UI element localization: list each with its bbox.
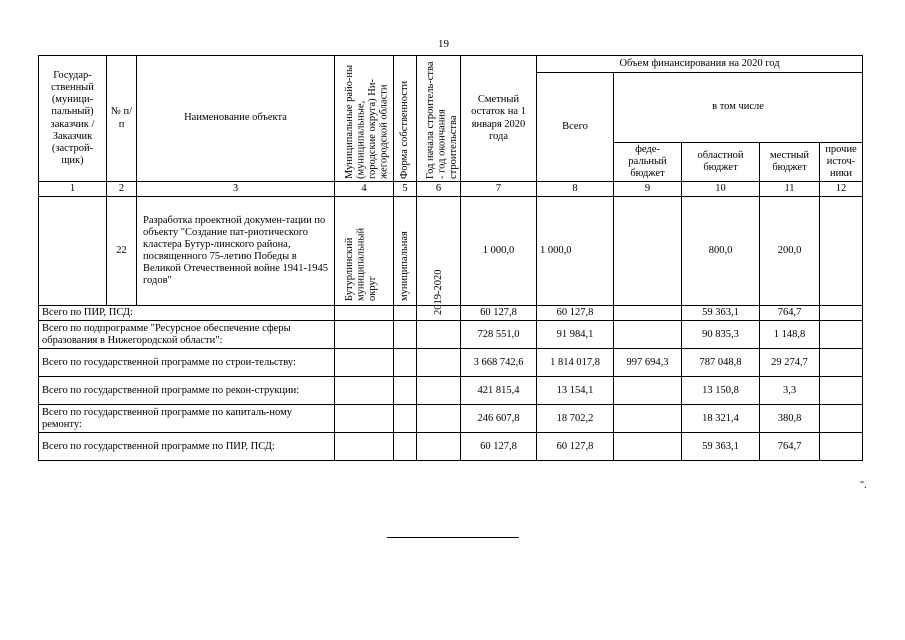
summary-regional: 59 363,1: [682, 306, 760, 321]
header-remainder: Сметный остаток на 1 января 2020 года: [461, 56, 537, 182]
header-years: [417, 56, 461, 182]
object-other: [820, 197, 863, 306]
summary-federal: [614, 405, 682, 433]
summary-local: 380,8: [760, 405, 820, 433]
header-object-name: Наименование объекта: [137, 56, 335, 182]
header-regional: областной бюджет: [682, 142, 760, 181]
summary-remainder: 60 127,8: [461, 306, 537, 321]
summary-regional: 787 048,8: [682, 349, 760, 377]
col-number: 1: [39, 182, 107, 197]
summary-regional: 18 321,4: [682, 405, 760, 433]
col-number: 3: [137, 182, 335, 197]
summary-row: [39, 377, 863, 405]
summary-label: Всего по ПИР, ПСД:: [39, 306, 335, 321]
col-number: 7: [461, 182, 537, 197]
col-number: 8: [537, 182, 614, 197]
object-federal: [614, 197, 682, 306]
summary-label: Всего по государственной программе по ПИР, ПСД:: [39, 433, 335, 461]
col-number: 4: [335, 182, 394, 197]
summary-total: 91 984,1: [537, 321, 614, 349]
col-number: 10: [682, 182, 760, 197]
col-number: 6: [417, 182, 461, 197]
summary-local: 3,3: [760, 377, 820, 405]
summary-regional: 13 150,8: [682, 377, 760, 405]
summary-total: 13 154,1: [537, 377, 614, 405]
header-other: прочие источ-ники: [820, 142, 863, 181]
object-years: [417, 197, 461, 316]
col-number: 9: [614, 182, 682, 197]
header-years-text: Год начала строитель-ства - год окончания строительства: [424, 61, 459, 179]
summary-label: Всего по государственной программе по рекон-струкции:: [39, 377, 335, 405]
col-number: 5: [394, 182, 417, 197]
object-ownership: [394, 197, 417, 306]
header-ownership: [394, 56, 417, 182]
header-total: Всего: [537, 73, 614, 182]
header-district: [335, 56, 394, 182]
summary-local: 764,7: [760, 306, 820, 321]
object-name: Разработка проектной докумен-тации по объекту "Создание пат-риотического кластера Бутур-линского района, посвященного 75-летию Победы в Великой Отечественной войне 1941-1945 годов": [137, 197, 335, 306]
summary-regional: 59 363,1: [682, 433, 760, 461]
summary-total: 18 702,2: [537, 405, 614, 433]
summary-label: Всего по государственной программе по строи-тельству:: [39, 349, 335, 377]
summary-local: 1 148,8: [760, 321, 820, 349]
object-num: 22: [107, 197, 137, 306]
col-number: 12: [820, 182, 863, 197]
summary-federal: 997 694,3: [614, 349, 682, 377]
summary-remainder: 3 668 742,6: [461, 349, 537, 377]
object-ownership-text: муниципальная: [399, 231, 410, 302]
summary-other: [820, 349, 863, 377]
summary-row: [39, 306, 863, 321]
col-number: 2: [107, 182, 137, 197]
summary-federal: [614, 433, 682, 461]
summary-other: [820, 433, 863, 461]
summary-row: [39, 349, 863, 377]
financing-table: [38, 55, 863, 461]
header-district-text: Муниципальные райо-ны (муниципальные, городские округа) Ни-жегородской области: [344, 64, 390, 179]
object-customer: [39, 197, 107, 306]
summary-row: [39, 405, 863, 433]
column-numbers-row: [39, 182, 863, 197]
object-local: 200,0: [760, 197, 820, 306]
summary-other: [820, 321, 863, 349]
header-financing: Объем финансирования на 2020 год: [537, 56, 863, 73]
summary-total: 60 127,8: [537, 306, 614, 321]
header-row-1: [39, 56, 863, 73]
footnote-divider: [387, 537, 519, 538]
summary-row: [39, 433, 863, 461]
header-num: № п/п: [107, 56, 137, 182]
object-district: [335, 197, 394, 306]
summary-local: 764,7: [760, 433, 820, 461]
summary-label: Всего по подпрограмме "Ресурсное обеспечение сферы образования в Нижегородской области":: [39, 321, 335, 349]
object-regional: 800,0: [682, 197, 760, 306]
summary-regional: 90 835,3: [682, 321, 760, 349]
summary-total: 60 127,8: [537, 433, 614, 461]
header-customer: Государ-ственный (муници-пальный) заказчик / Заказчик (застрой-щик): [39, 56, 107, 182]
object-total: 1 000,0: [537, 197, 614, 306]
header-including: в том числе: [614, 73, 863, 143]
header-local: местный бюджет: [760, 142, 820, 181]
object-years-text: 2019-2020: [432, 269, 444, 316]
summary-local: 29 274,7: [760, 349, 820, 377]
summary-total: 1 814 017,8: [537, 349, 614, 377]
summary-remainder: 728 551,0: [461, 321, 537, 349]
page-number: 19: [438, 38, 449, 50]
object-row: [39, 197, 863, 306]
summary-row: [39, 321, 863, 349]
summary-remainder: 246 607,8: [461, 405, 537, 433]
object-remainder: 1 000,0: [461, 197, 537, 306]
summary-label: Всего по государственной программе по капиталь-ному ремонту:: [39, 405, 335, 433]
summary-federal: [614, 377, 682, 405]
summary-other: [820, 306, 863, 321]
summary-federal: [614, 321, 682, 349]
summary-remainder: 421 815,4: [461, 377, 537, 405]
closing-quote-mark: ".: [860, 480, 867, 491]
summary-federal: [614, 306, 682, 321]
header-federal: феде-ральный бюджет: [614, 142, 682, 181]
object-district-text: Бутурлинский муниципальный округ: [344, 227, 379, 302]
summary-remainder: 60 127,8: [461, 433, 537, 461]
summary-other: [820, 405, 863, 433]
summary-other: [820, 377, 863, 405]
header-ownership-text: Форма собственности: [399, 80, 410, 179]
col-number: 11: [760, 182, 820, 197]
